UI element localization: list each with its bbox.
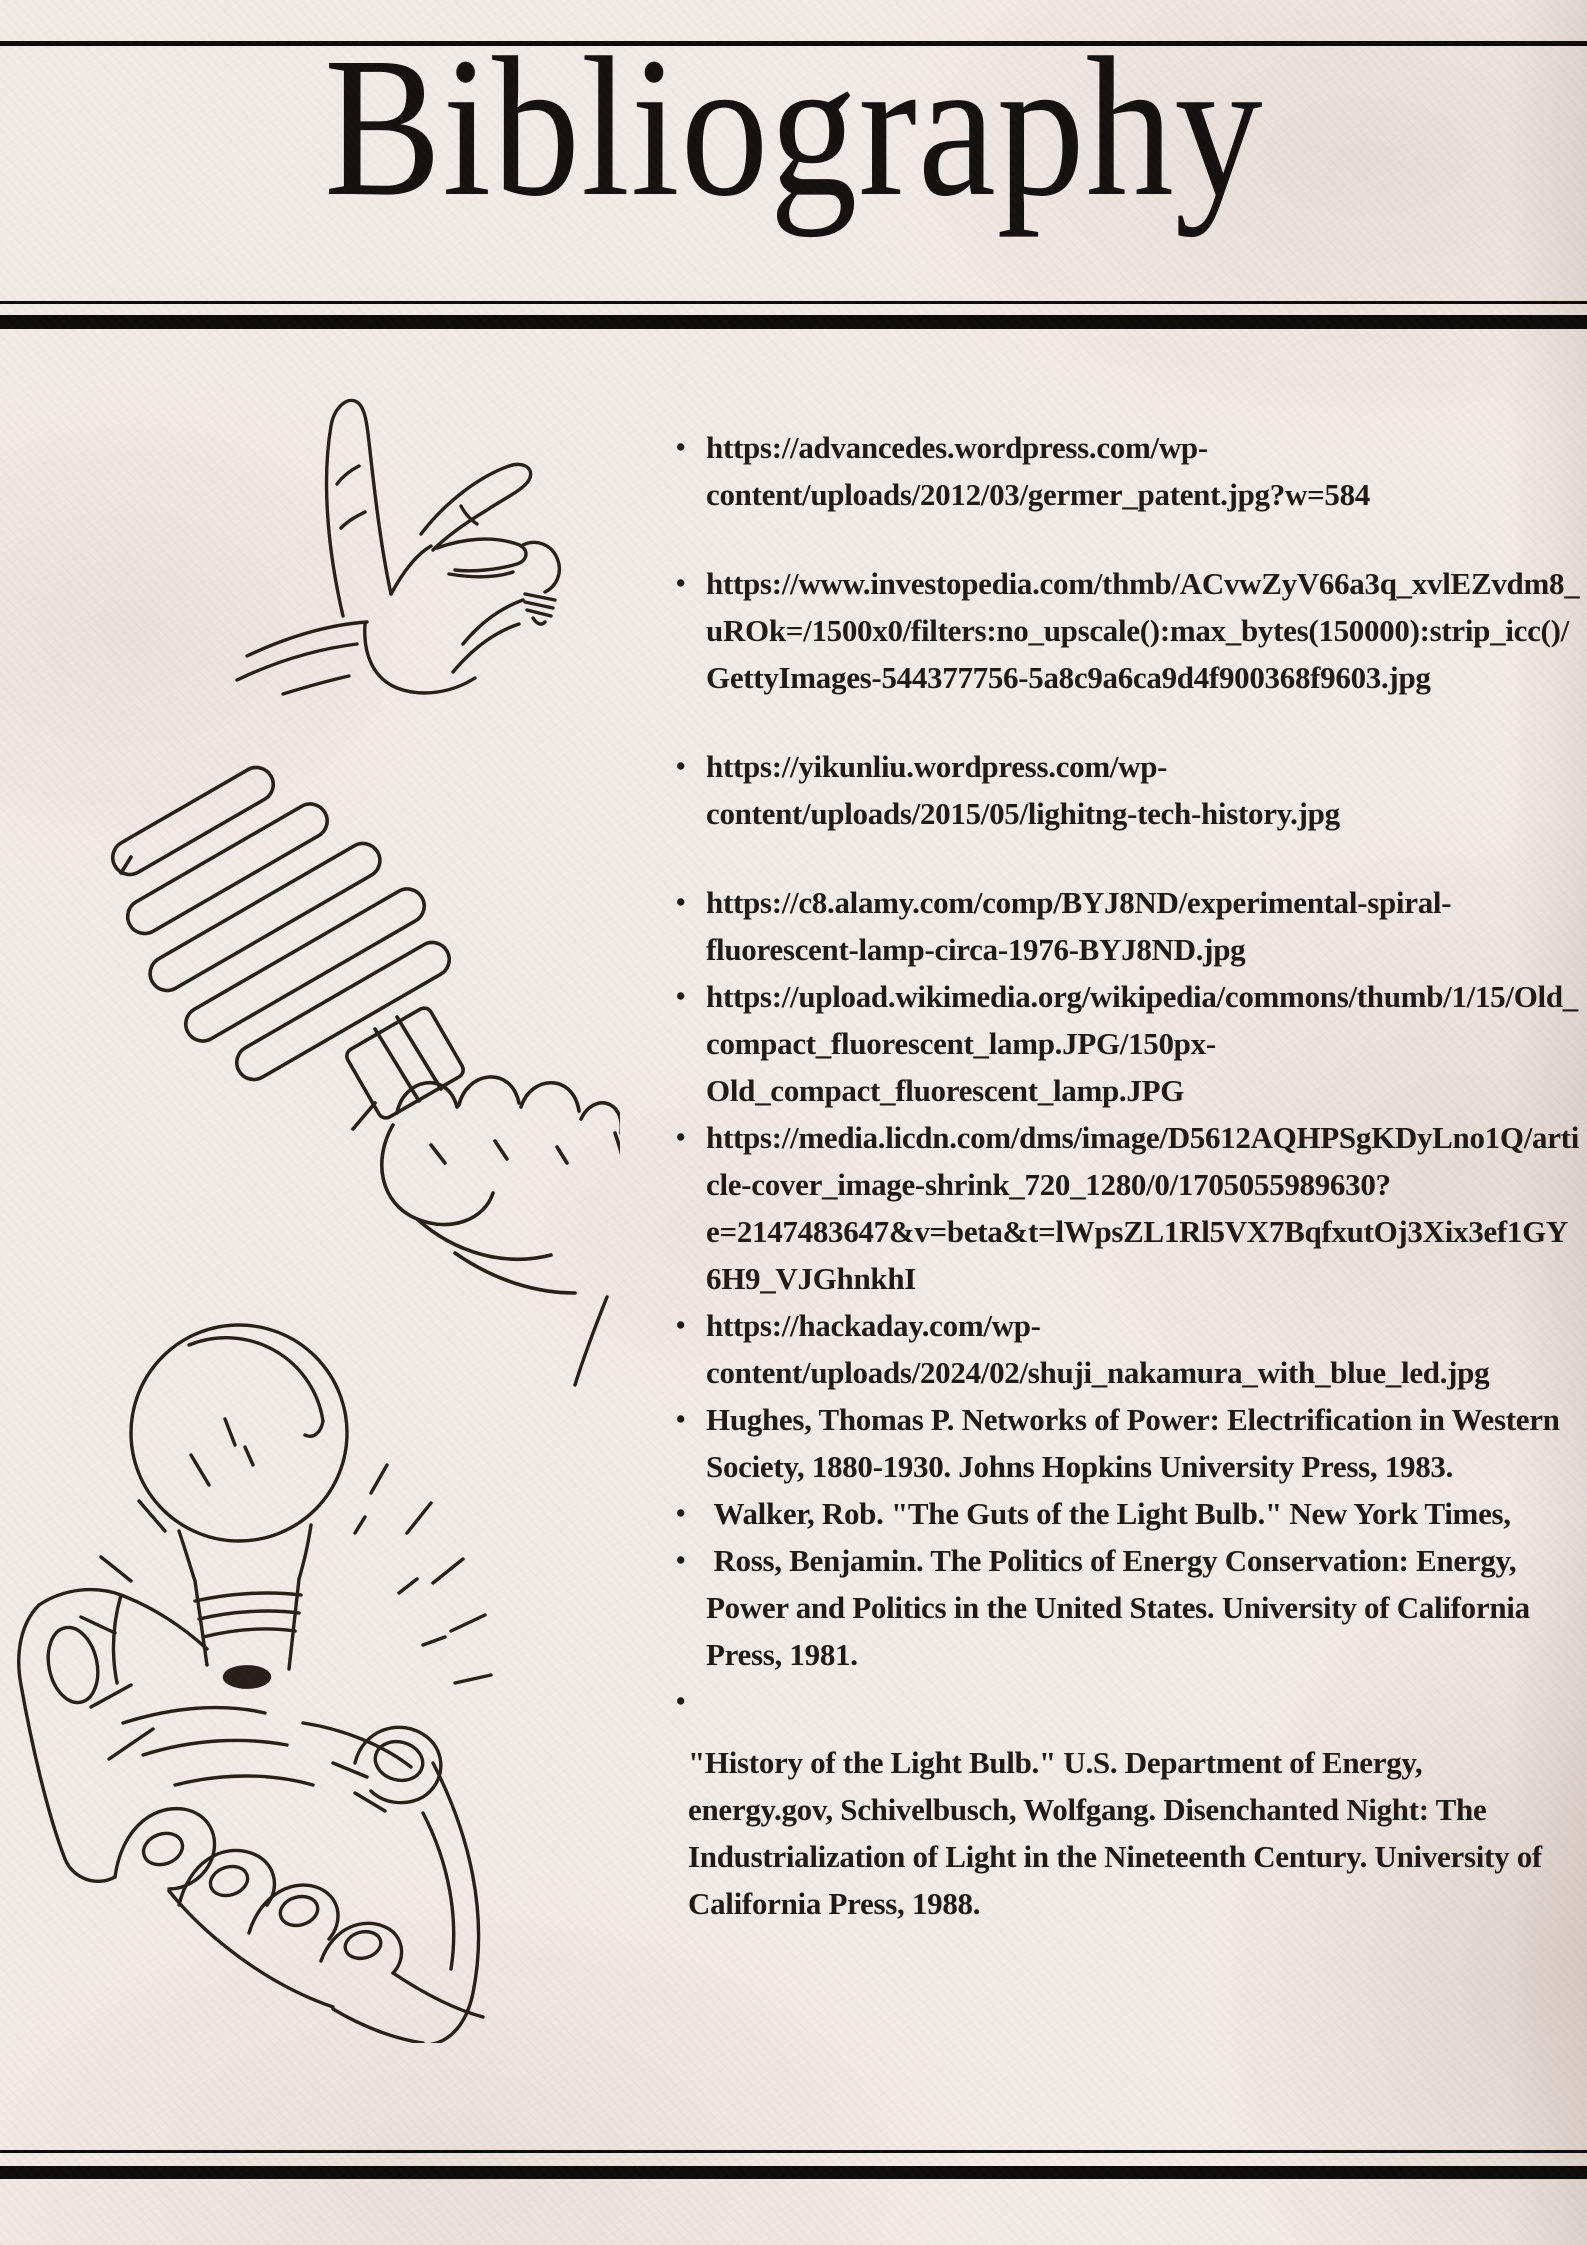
bullet-dot-icon: • xyxy=(676,1310,686,1340)
header-rule-thick xyxy=(0,315,1587,329)
bibliography-item-text: https://hackaday.com/wp-content/uploads/2024/02/shuji_nakamura_with_blue_led.jpg xyxy=(706,1308,1490,1390)
bibliography-item-empty xyxy=(676,1678,1581,1725)
bullet-dot-icon: • xyxy=(676,568,686,598)
bullet-dot-icon: • xyxy=(676,1122,686,1152)
bullet-dot-icon: • xyxy=(676,751,686,781)
bibliography-footnote: "History of the Light Bulb." U.S. Department of Energy, energy.gov, Schivelbusch, Wolfgang. Disenchanted Night: The Industrialization of Light in the Nineteenth Century. University of California Press, 1988. xyxy=(688,1745,1550,1921)
bibliography-item-text: https://yikunliu.wordpress.com/wp-content/uploads/2015/05/lighitng-tech-history.jpg xyxy=(706,749,1340,831)
bibliography-item xyxy=(676,1490,1581,1537)
bibliography-item-text: Ross, Benjamin. The Politics of Energy Conservation: Energy, Power and Politics in the United States. University of California Press, 1981. xyxy=(706,1543,1538,1672)
hand-holding-cfl-bulb-sketch xyxy=(75,733,620,1298)
footer-rule-thin xyxy=(0,2150,1587,2153)
bibliography-item xyxy=(676,1302,1581,1396)
bibliography-item xyxy=(676,1537,1581,1678)
bullet-dot-icon: • xyxy=(676,1686,686,1716)
bibliography-item-text: https://advancedes.wordpress.com/wp-content/uploads/2012/03/germer_patent.jpg?w=584 xyxy=(706,430,1371,512)
bullet-dot-icon: • xyxy=(676,1545,686,1575)
bibliography-list xyxy=(676,424,1581,1927)
bibliography-item-text: Hughes, Thomas P. Networks of Power: Electrification in Western Society, 1880-1930. Johns Hopkins University Press, 1983. xyxy=(706,1402,1568,1484)
bullet-dot-icon: • xyxy=(676,887,686,917)
bibliography-item-text: https://www.investopedia.com/thmb/ACvwZyV66a3q_xvlEZvdm8_uROk=/1500x0/filters:no_upscale():max_bytes(150000):strip_icc()/GettyImages-544377756-5a8c9a6ca9d4f900368f9603.jpg xyxy=(706,566,1580,695)
bibliography-item xyxy=(676,973,1581,1114)
bibliography-item xyxy=(676,1114,1581,1302)
bibliography-item-text: https://upload.wikimedia.org/wikipedia/commons/thumb/1/15/Old_compact_fluorescent_lamp.JPG/150px-Old_compact_fluorescent_lamp.JPG xyxy=(706,979,1578,1108)
bibliography-item xyxy=(676,743,1581,837)
footer-rule-thick xyxy=(0,2166,1587,2179)
bibliography-item xyxy=(676,560,1581,701)
hands-cradling-lightbulb-sketch xyxy=(3,1293,643,2043)
bullet-dot-icon: • xyxy=(676,981,686,1011)
header xyxy=(0,8,1587,248)
bullet-dot-icon: • xyxy=(676,1404,686,1434)
bibliography-item-text xyxy=(706,1678,1581,1725)
page-title: Bibliography xyxy=(323,17,1264,238)
hand-pinching-lightbulb-sketch xyxy=(225,388,575,708)
bibliography-item-text: https://c8.alamy.com/comp/BYJ8ND/experimental-spiral-fluorescent-lamp-circa-1976-BYJ8ND.jpg xyxy=(706,885,1452,967)
bibliography-item xyxy=(676,1396,1581,1490)
bullet-dot-icon: • xyxy=(676,432,686,462)
bibliography-item-text: Walker, Rob. "The Guts of the Light Bulb." New York Times, xyxy=(706,1496,1511,1531)
bibliography-item xyxy=(676,879,1581,973)
bibliography-item xyxy=(676,424,1581,518)
bullet-dot-icon: • xyxy=(676,1498,686,1528)
header-rule-thin xyxy=(0,301,1587,304)
bibliography-item-text: https://media.licdn.com/dms/image/D5612AQHPSgKDyLno1Q/article-cover_image-shrink_720_1280/0/1705055989630?e=2147483647&v=beta&t=lWpsZL1Rl5VX7BqfxutOj3Xix3ef1GY6H9_VJGhnkhI xyxy=(706,1120,1580,1296)
